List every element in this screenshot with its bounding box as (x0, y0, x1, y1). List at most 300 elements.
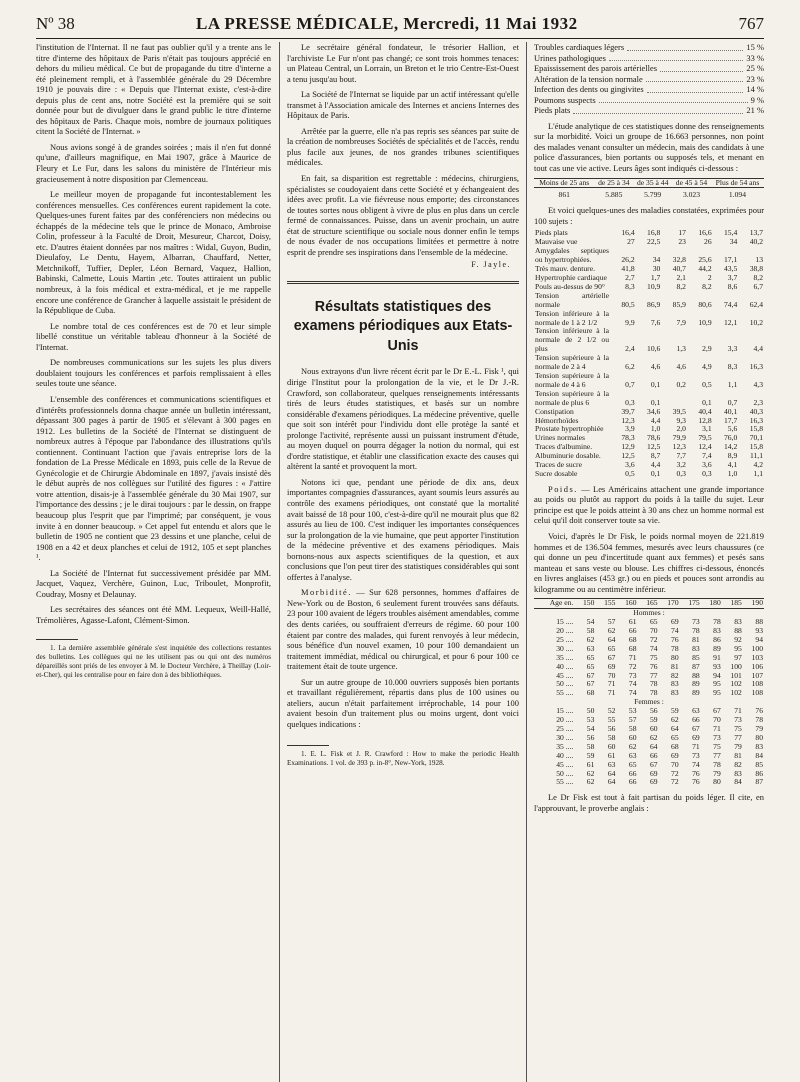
paragraph: En fait, sa disparition est regrettable : médecins, chirurgiens, spécialistes se coudoyaient dans cette Société et y échangeaient des idées avec profit. La vie fiévreuse nous emporte; des circonstances de toutes sortes nous obligent à vivre de plus en plus dans un cercle fermé de connaissances. Puisse, dans un avenir prochain, un autre état de structure scientifique ou sociale nous donner enfin le temps de nous évader de nos occupations limitées et permettre à notre esprit de prendre ses inspirations dans l'ensemble de la médecine. (287, 173, 519, 257)
table-cell: 15,8 (749, 424, 763, 434)
table-cell: 95 (713, 688, 721, 698)
table-cell: 4,4 (753, 344, 763, 354)
table-cell: 73 (692, 750, 700, 760)
table-cell: 87 (755, 777, 763, 787)
table-cell: 56 (607, 724, 616, 733)
row-label: Constipation (535, 406, 574, 416)
table-cell: 80 (755, 732, 763, 742)
table-row (534, 354, 764, 372)
table-cell: 60 (628, 732, 637, 742)
table-cell: 89 (692, 679, 700, 689)
table-cell: 9,9 (625, 317, 635, 327)
table-cell: 74 (649, 643, 658, 653)
list-item (534, 53, 764, 64)
table-cell: 2,0 (676, 424, 686, 434)
table-cell: 0,1 (650, 379, 661, 389)
table-cell: 3,3 (727, 344, 738, 354)
table-cell: 79 (755, 724, 763, 733)
table-cell: 68 (671, 741, 679, 751)
paragraph: L'étude analytique de ces statistiques donne des renseignements sur la morbidité. Voici un groupe de 16.663 personnes, non point des malades venant consulter un médecin, mais des candidats à une police d'assurances, bien portants ou supposés tels, et menant en tout cas une vie active. Leurs âges sont indiqués ci-dessous : (534, 120, 764, 174)
table-cell: 10,6 (647, 344, 661, 354)
table-cell: 81 (734, 750, 742, 760)
table-cell: 78 (649, 688, 658, 698)
table-cell: 17,1 (723, 255, 738, 265)
table-cell: 76 (649, 661, 658, 671)
table-cell: 66 (692, 715, 700, 725)
table-row (534, 310, 764, 328)
table-cell: 0,3 (702, 468, 712, 478)
paragraph: Sur un autre groupe de 10.000 ouvriers supposés bien portants et travaillant régulièrement, répartis dans plus de 100 usines ou ateliers, aucun n'était parfaitement irréprochable, 14 pour 100 avaient besoin d'un traitement plus ou moins urgent, dont voici quelques indications : (287, 676, 519, 729)
table-cell: 59 (649, 715, 658, 725)
row-label: 50 .... (556, 679, 574, 689)
table-cell: 94 (755, 634, 763, 644)
table-cell: 30 (652, 264, 661, 274)
table-cell: 12,3 (621, 415, 635, 425)
row-label: 30 .... (556, 732, 574, 742)
table-cell: 58 (628, 724, 637, 733)
table-cell: 72 (671, 768, 679, 778)
journal-title: LA PRESSE MÉDICALE, Mercredi, 11 Mai 1932 (196, 14, 578, 33)
list-value: 33 % (746, 52, 764, 63)
table-cell: 78 (692, 626, 700, 636)
table-cell: 64 (607, 768, 616, 778)
table-header-row (534, 178, 764, 188)
table-cell: 77 (734, 732, 742, 742)
table-cell: 66 (649, 750, 658, 760)
table-cell: 3.023 (682, 190, 701, 200)
table-cell: 84 (734, 777, 742, 787)
table-cell: 4,4 (650, 415, 661, 425)
table-cell: 4,9 (702, 362, 712, 372)
table-cell: 7,6 (650, 317, 661, 327)
table-cell: 108 (751, 688, 763, 698)
table-cell: 78,3 (621, 433, 635, 443)
footnote-rule (36, 639, 78, 640)
table-cell: 40,2 (749, 237, 763, 247)
table-cell: 71 (713, 724, 721, 733)
table-cell: 67 (713, 706, 721, 716)
table-cell: 61 (607, 750, 616, 760)
group-label: Hommes : (633, 608, 665, 618)
table-cell: 54 (586, 617, 595, 627)
table-row (534, 470, 764, 479)
table-cell: 62,4 (749, 299, 763, 309)
issue-number: Nº 38 (36, 14, 75, 33)
leader-dots (573, 105, 743, 114)
table-cell: 80 (671, 652, 679, 662)
table-cell: 67 (586, 670, 595, 680)
table-cell: 64 (607, 777, 616, 787)
table-cell: 61 (586, 759, 595, 769)
list-item (534, 74, 764, 85)
row-label: Pouls au-dessus de 90° (535, 281, 605, 291)
table-cell: 89 (713, 643, 721, 653)
table-cell: 74 (692, 759, 700, 769)
table-cell: 0,7 (625, 379, 635, 389)
table-cell: 5.885 (605, 190, 623, 200)
leader-dots (647, 84, 744, 93)
table-cell: 65 (628, 759, 637, 769)
row-label: Hypertrophie cardiaque (535, 273, 607, 282)
table-cell: 71 (628, 652, 637, 662)
table-cell: 80 (713, 777, 721, 787)
table-cell: 3,2 (676, 460, 686, 470)
table-cell: 1,3 (676, 344, 686, 354)
table-cell: 1,0 (727, 468, 738, 478)
table-cell: 0,7 (727, 397, 738, 407)
workers-findings-list (534, 42, 764, 116)
table-cell: 8,2 (753, 273, 763, 282)
row-label: 55 .... (556, 688, 574, 698)
table-cell: 64 (671, 724, 679, 733)
table-cell: 8,9 (727, 451, 738, 461)
table-cell: 12,5 (647, 442, 661, 452)
table-cell: 102 (730, 688, 742, 698)
table-cell: 69 (649, 777, 658, 787)
list-item (534, 95, 764, 106)
row-label: 35 .... (556, 741, 574, 751)
row-label: Pieds plats (535, 228, 568, 238)
table-cell: 71 (607, 679, 616, 689)
table-cell: 67 (586, 679, 595, 689)
table-cell: 12,3 (672, 442, 686, 452)
column-header: 160 (616, 599, 637, 609)
run-in-heading: Poids. (548, 483, 578, 494)
column-header: de 45 à 54 (672, 178, 711, 188)
list-label: Pieds plats (534, 105, 571, 116)
row-label: Tension inférieure à la normale de 1 à 2 1/2 (535, 308, 609, 327)
paragraph: Voici, d'après le Dr Fisk, le poids normal moyen de 221.819 hommes et de 136.504 femmes, mesurés avec leurs chaussures (ce qui donne un peu d'incertitude quant aux femmes) et pesés sans manteau et sans veste ou blouse. Les chiffres ci-dessous, énoncés en livres anglaises (453 gr.) ou en pieds et pouces sont arrondis au kilogramme ou au centimètre inférieur. (534, 531, 764, 594)
table-cell: 82 (671, 670, 679, 680)
table-cell: 70 (671, 759, 679, 769)
table-cell: 72 (649, 634, 658, 644)
table-cell: 82 (734, 759, 742, 769)
row-label: Tension supérieure à la normale de plus 6 (535, 388, 609, 407)
table-cell: 78 (671, 643, 679, 653)
table-cell: 22,5 (647, 237, 661, 247)
table-cell: 70 (649, 626, 658, 636)
table-cell: 26 (704, 237, 712, 247)
table-cell: 16,3 (749, 415, 763, 425)
table-cell: 74,4 (723, 299, 738, 309)
paragraph: Le secrétaire général fondateur, le trésorier Hallion, et l'archiviste Le Fur n'ont pas changé; ce sont trois hommes tenaces: un Plateau Central, un Lorrain, un Breton et le trio Centre-Est-Ouest a tenu jusqu'au bout. (287, 42, 519, 84)
table-cell: 41,8 (621, 264, 635, 274)
footnote: 1. La dernière assemblée générale s'est inquiétée des collections restantes des bulletins. Les collègues qui ne les utilisent pas ou qui ont des numéros dépareillés sont priés de les envoyer à M. le Docteur Verchère, à Theillay (Loir-et-Cher), qui les centralise pour en faire don à des bibliothèques. (36, 644, 271, 680)
table-cell: 8,3 (727, 362, 738, 372)
table-cell: 57 (628, 715, 637, 725)
row-label: Sucre dosable (535, 468, 578, 478)
table-cell: 79,9 (672, 433, 686, 443)
paragraph: Les secrétaires des séances ont été MM. Lequeux, Weill-Hallé, Trémolières, Agasse-Lafont, Clément-Simon. (36, 604, 271, 625)
table-row (534, 188, 764, 200)
table-cell: 65 (649, 617, 658, 627)
table-cell: 77 (649, 670, 658, 680)
table-cell: 59 (671, 706, 679, 716)
column-header: 155 (595, 599, 616, 609)
paragraph: Nous avions songé à de grandes soirées ; mais il n'en fut donné qu'une, d'ailleurs magnifique, en Mai 1907, grâce à Maurice de Fleury et Le Fur, dans les salons du ministère de l'Intérieur mis gracieusement à notre disposition par Clemenceau. (36, 141, 271, 184)
table-cell: 65 (586, 652, 595, 662)
table-cell: 62 (586, 634, 595, 644)
row-label: Amygdales septiques ou hypertrophiées. (535, 246, 609, 265)
table-cell: 15,4 (723, 228, 738, 238)
table-header-row (534, 599, 764, 609)
row-label: 15 .... (556, 706, 574, 716)
footnote: 1. E. L. Fisk et J. R. Crawford : How to make the periodic Health Examinations. 1 vol. de 393 p. in-8°, New-York, 1928. (287, 750, 519, 768)
row-label: Tension supérieure à la normale de 2 à 4 (535, 353, 609, 372)
table-cell: 63 (692, 706, 700, 716)
column-header: 150 (574, 599, 595, 609)
table-cell: 10,2 (749, 317, 763, 327)
row-label: 20 .... (556, 626, 574, 636)
table-cell: 88 (755, 617, 763, 627)
table-cell: 66 (628, 768, 637, 778)
table-cell: 66 (628, 626, 637, 636)
table-cell: 63 (607, 759, 616, 769)
table-cell: 4,6 (650, 362, 661, 372)
signature: F. Jayle. (471, 260, 511, 270)
table-cell: 39,7 (621, 406, 635, 416)
table-cell: 69 (607, 661, 616, 671)
table-cell: 75 (713, 741, 721, 751)
column-header: 170 (659, 599, 680, 609)
section-rule (287, 281, 519, 284)
paragraph (534, 484, 764, 526)
table-cell: 70 (607, 670, 616, 680)
leader-dots (599, 95, 748, 104)
list-value: 9 % (750, 94, 764, 105)
table-cell: 2,7 (625, 273, 635, 282)
table-cell: 83 (692, 643, 700, 653)
table-cell: 1,1 (753, 468, 763, 478)
table-cell: 81 (692, 634, 700, 644)
paragraph: Arrêtée par la guerre, elle n'a pas repris ses séances par suite de la création de nombreuses Sociétés de spécialités et de l'accès, rendu plus facile aux jeunes, de nos grandes tribunes scientifiques médicales. (287, 125, 519, 168)
leader-dots (660, 63, 743, 72)
table-cell: 5.799 (644, 190, 662, 200)
table-cell: 75 (649, 652, 658, 662)
column-header: Plus de 54 ans (711, 178, 764, 188)
row-label: 40 .... (556, 750, 574, 760)
table-cell: 58 (586, 626, 595, 636)
table-cell: 60 (607, 741, 616, 751)
table-cell: 0,2 (676, 379, 686, 389)
table-cell: 65 (607, 643, 616, 653)
table-cell: 2,1 (676, 273, 686, 282)
table-cell: 73 (628, 670, 637, 680)
table-cell: 70,1 (749, 433, 763, 443)
paragraph-text: — Sur 628 personnes, hommes d'affaires de New-York ou de Boston, 6 seulement furent trouvées sans défauts. 23 pour 100 avaient de légers troubles aisément amendables, comme des dents cariées, ou souffraient d'erreurs de régime. 60 pour 100 étaient par contre des malades, qui furent renvoyés à leur médecin, sous bénéfice d'un nouvel examen, 10 pour 100 demandaient un traitement immédiat, médical ou chirurgical, et pour 6 pour 100 ce traitement était de toute urgence. (287, 587, 519, 672)
table-cell: 72 (628, 661, 637, 671)
row-label: 50 .... (556, 768, 574, 778)
table-cell: 55 (607, 715, 616, 725)
column-header: Age en. (534, 599, 574, 609)
row-label: Urines normales (535, 433, 585, 443)
row-label: 40 .... (556, 661, 574, 671)
table-cell: 89 (692, 688, 700, 698)
table-cell: 38,8 (749, 264, 763, 274)
table-cell: 75 (734, 724, 742, 733)
table-cell: 8,6 (727, 281, 738, 291)
ages-table (534, 178, 764, 201)
table-cell: 97 (734, 652, 742, 662)
paragraph: l'institution de l'Internat. Il ne faut pas oublier qu'il y a trente ans le titre d'interne des hôpitaux de Paris n'était pas toujours apprécié en dehors du milieu médical. Ce but de propagande du titre d'interne a été pleinement rempli, et à l'assemblée générale du 29 Décembre 1910 je pouvais dire : « Depuis que l'Internat existe, c'est-à-dire depuis plus de cent ans, notre Société est la première qui se soit donnée pour but de divulguer dans le grand public le titre d'interne des hôpitaux de Paris. Chaque mois, nombre de journaux politiques citent la Société de l'Internat. » (36, 42, 271, 137)
table-cell: 62 (586, 768, 595, 778)
table-cell: 92 (734, 634, 742, 644)
table-cell: 79 (734, 741, 742, 751)
row-label: 25 .... (556, 724, 574, 733)
table-cell: 83 (671, 679, 679, 689)
table-cell: 0,3 (625, 397, 635, 407)
table-cell: 25,6 (698, 255, 712, 265)
table-cell: 23 (678, 237, 686, 247)
table-cell: 80,6 (698, 299, 712, 309)
table-cell: 108 (751, 679, 763, 689)
row-label: Hémorrhoïdes (535, 415, 579, 425)
table-cell: 1,7 (650, 273, 661, 282)
table-cell: 32,8 (672, 255, 686, 265)
column-right (534, 42, 764, 813)
row-label: 15 .... (556, 617, 574, 627)
row-label: Tension inférieure à la normale de 2 1/2 ou plus (535, 326, 609, 354)
paragraph: Le Dr Fisk est tout à fait partisan du poids léger. Il cite, en l'approuvant, le proverbe anglais : (534, 792, 764, 813)
table-cell: 56 (586, 732, 595, 742)
table-cell: 12,9 (621, 442, 635, 452)
table-cell: 74 (671, 626, 679, 636)
table-cell: 88 (692, 670, 700, 680)
table-cell: 8,2 (702, 281, 712, 291)
paragraph: L'ensemble des conférences et communications scientifiques et d'intérêts professionnels donna chaque année un bulletin intéressant, dépassant 300 pages à partir de 1905 et s'élevant à 300 pages en 1912. Les bulletins de la Société de l'Internat se distinguent de nombreux autres à l'époque par l'abondance des illustrations qu'ils contiennent. Continuant l'action que j'avais entreprise lors de la fondation de La Presse Médicale en 1893, puis celle de la Revue de Gynécologie et de Chirurgie Abdominale en 1897, j'avais insisté dès le début auprès de nos collègues sur l'utilité des figures : « J'attire votre attention, disais-je à l'assemblée générale du 30 Mai 1907, sur l'importance des dessins ; je le dirai toujours : par le dessin, on frappe beaucoup plus l'esprit que par l'imprimé; par conséquent, je vous invite à en donner beaucoup. » Cet appel fut entendu et alors que le bulletin de 1905 ne contient que 23 dessins et une planche, celui de 1908 en a 42 et deux planches et celui de 1912, 105 et sept planches ¹. (36, 393, 271, 563)
table-cell: 1.094 (728, 190, 746, 200)
table-cell: 6,2 (625, 362, 635, 372)
table-cell: 40,4 (698, 406, 712, 416)
table-cell: 102 (730, 679, 742, 689)
table-cell: 5,6 (727, 424, 738, 434)
row-label: 30 .... (556, 643, 574, 653)
table-cell: 86,9 (647, 299, 661, 309)
table-cell: 94 (713, 670, 721, 680)
table-cell: 12,5 (621, 451, 635, 461)
table-cell: 86 (713, 634, 721, 644)
table-cell: 27 (627, 237, 635, 247)
table-cell: 63 (628, 750, 637, 760)
table-row (534, 247, 764, 265)
table-cell: 861 (558, 190, 570, 200)
table-cell: 56 (649, 706, 658, 716)
table-cell: 2,4 (625, 344, 635, 354)
row-label: Tension artérielle normale (535, 290, 609, 309)
table-cell: 0,1 (650, 468, 661, 478)
table-cell: 11,1 (749, 451, 763, 461)
table-cell: 50 (586, 706, 595, 716)
table-cell: 76 (692, 768, 700, 778)
table-cell: 16,8 (647, 228, 661, 238)
table-cell: 67 (692, 724, 700, 733)
table-cell: 58 (607, 732, 616, 742)
table-cell: 62 (649, 732, 658, 742)
table-cell: 3,1 (702, 424, 712, 434)
table-cell: 0,5 (702, 379, 712, 389)
table-cell: 68 (628, 634, 637, 644)
table-cell: 77 (713, 750, 721, 760)
list-value: 23 % (746, 73, 764, 84)
table-cell: 16,4 (621, 228, 635, 238)
page-number: 767 (738, 14, 764, 33)
footnote-rule (287, 745, 329, 746)
table-cell: 0,3 (676, 468, 686, 478)
table-cell: 0,1 (702, 397, 712, 407)
table-cell: 39,5 (672, 406, 686, 416)
table-cell: 72 (671, 777, 679, 787)
table-row (534, 372, 764, 390)
row-label: Traces de sucre (535, 460, 582, 470)
table-cell: 0,5 (625, 468, 635, 478)
table-cell: 12,4 (698, 442, 712, 452)
table-cell: 16,6 (698, 228, 712, 238)
column-header: 175 (680, 599, 701, 609)
table-cell: 2,9 (702, 344, 712, 354)
leader-dots (609, 53, 743, 62)
row-label: 45 .... (556, 670, 574, 680)
column-header: de 35 à 44 (633, 178, 672, 188)
table-cell: 3,7 (727, 273, 738, 282)
table-cell: 12,1 (723, 317, 738, 327)
list-label: Troubles cardiaques légers (534, 42, 625, 52)
table-cell: 7,7 (676, 451, 686, 461)
table-cell: 12,8 (698, 415, 712, 425)
table-cell: 79,5 (698, 433, 712, 443)
table-cell: 17 (678, 228, 686, 238)
table-cell: 4,4 (650, 460, 661, 470)
group-label: Femmes : (634, 697, 664, 707)
table-cell: 76 (692, 777, 700, 787)
table-cell: 85 (692, 652, 700, 662)
table-cell: 7,4 (702, 451, 712, 461)
table-cell: 80,5 (621, 299, 635, 309)
table-cell: 40,1 (723, 406, 738, 416)
table-cell: 62 (586, 777, 595, 787)
table-cell: 34,6 (647, 406, 661, 416)
table-cell: 93 (755, 626, 763, 636)
table-cell: 76 (755, 706, 763, 716)
table-cell: 67 (649, 759, 658, 769)
table-cell: 2,3 (753, 397, 763, 407)
table-cell: 87 (692, 661, 700, 671)
table-cell: 53 (586, 715, 595, 725)
table-cell: 40,7 (672, 264, 686, 274)
table-cell: 88 (734, 626, 742, 636)
table-cell: 4,3 (753, 379, 763, 389)
table-cell: 107 (751, 670, 763, 680)
table-cell: 34 (652, 255, 661, 265)
table-cell: 64 (649, 741, 658, 751)
table-cell: 8,3 (625, 281, 635, 291)
table-cell: 67 (607, 652, 616, 662)
leader-dots (627, 42, 743, 51)
table-row (534, 292, 764, 310)
table-cell: 6,7 (753, 281, 763, 291)
table-cell: 69 (649, 768, 658, 778)
table-cell: 74 (628, 679, 637, 689)
list-item (534, 63, 764, 74)
table-cell: 2 (707, 273, 712, 282)
table-cell: 78 (755, 715, 763, 725)
column-header: 190 (743, 599, 764, 609)
table-cell: 100 (751, 643, 763, 653)
row-label: Albuminurie dosable. (535, 451, 601, 461)
list-value: 14 % (746, 84, 764, 95)
table-cell: 13,7 (749, 228, 763, 238)
table-cell: 58 (586, 741, 595, 751)
section-title: Résultats statistiques des examens périodiques aux Etats-Unis (293, 298, 513, 354)
